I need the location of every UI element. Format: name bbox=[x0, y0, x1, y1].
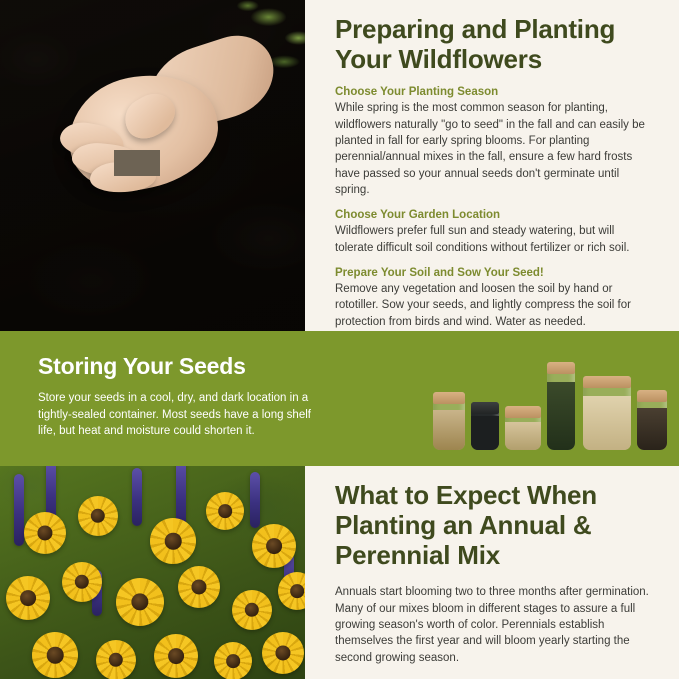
what-to-expect-heading: What to Expect When Planting an Annual & Perennial Mix bbox=[335, 480, 597, 571]
body-garden-location: Wildflowers prefer full sun and steady watering, but will tolerate difficult soil conditions without fertilizer or rich soil. bbox=[335, 225, 630, 254]
flower bbox=[178, 566, 220, 608]
flower bbox=[96, 640, 136, 679]
flower bbox=[116, 578, 164, 626]
section-preparing-text bbox=[305, 0, 679, 331]
jar-contents bbox=[637, 408, 667, 450]
jar-contents bbox=[433, 410, 465, 450]
jar-contents bbox=[505, 422, 541, 450]
body-planting-season: While spring is the most common season for planting, wildflowers naturally "go to seed" in the fall and can easily be planted in fall for early spring blooms. For planting perennial/annual mixes in the fall, ensure a few hard frosts have passed so your annual seeds don't germinate until spring. bbox=[335, 102, 645, 196]
storing-body: Store your seeds in a cool, dry, and dark location in a tightly-sealed container. Most seeds have a long shelf life, but heat and moisture could shorten it. bbox=[38, 392, 311, 438]
purple-spike-flower bbox=[250, 472, 260, 528]
jar bbox=[505, 406, 541, 450]
jar-contents bbox=[583, 396, 631, 450]
flower bbox=[32, 632, 78, 678]
section-what-to-expect bbox=[0, 466, 679, 679]
section-storing-your-seeds bbox=[0, 331, 679, 466]
seed-storage-jars-photo bbox=[345, 331, 679, 466]
flower bbox=[24, 512, 66, 554]
black-eyed-susan-flowers-photo bbox=[0, 466, 305, 679]
body-prepare-soil: Remove any vegetation and loosen the soil by hand or rototiller. Sow your seeds, and lightly compress the soil for protection from birds and wind. Water as needed. bbox=[335, 282, 631, 328]
seeds-in-hand bbox=[114, 150, 160, 176]
flower bbox=[214, 642, 252, 679]
what-to-expect-body: Annuals start blooming two to three months after germination. Many of our mixes bloom in different stages to assure a full growing season's worth of color. Perennials establish themselves the first year and will bloom yearly starting the second growing season. bbox=[335, 586, 649, 664]
cork-lid bbox=[471, 402, 499, 414]
flower bbox=[252, 524, 296, 568]
flower bbox=[6, 576, 50, 620]
flower bbox=[150, 518, 196, 564]
flower bbox=[154, 634, 198, 678]
jar bbox=[637, 390, 667, 450]
flower bbox=[232, 590, 272, 630]
purple-spike-flower bbox=[14, 474, 24, 546]
flower bbox=[62, 562, 102, 602]
jar bbox=[471, 402, 499, 450]
jar-contents bbox=[471, 416, 499, 450]
jar bbox=[547, 362, 575, 450]
subheading-garden-location: Choose Your Garden Location bbox=[335, 209, 501, 222]
subheading-prepare-soil: Prepare Your Soil and Sow Your Seed! bbox=[335, 266, 544, 279]
flower bbox=[206, 492, 244, 530]
purple-spike-flower bbox=[132, 468, 142, 526]
section-what-to-expect-text bbox=[305, 466, 679, 679]
hand-illustration bbox=[50, 40, 280, 215]
jar bbox=[433, 392, 465, 450]
cork-lid bbox=[547, 362, 575, 374]
flower bbox=[278, 572, 305, 610]
storing-heading: Storing Your Seeds bbox=[38, 353, 246, 379]
page-title: Preparing and Planting Your Wildflowers bbox=[335, 14, 616, 75]
flower bbox=[78, 496, 118, 536]
cork-lid bbox=[637, 390, 667, 402]
section-preparing-and-planting bbox=[0, 0, 679, 331]
section-storing-text bbox=[0, 331, 345, 466]
flower bbox=[262, 632, 304, 674]
cork-lid bbox=[433, 392, 465, 404]
cork-lid bbox=[505, 406, 541, 418]
subheading-planting-season: Choose Your Planting Season bbox=[335, 86, 499, 99]
cork-lid bbox=[583, 376, 631, 388]
jar bbox=[583, 376, 631, 450]
jar-contents bbox=[547, 382, 575, 450]
hand-sowing-seeds-photo bbox=[0, 0, 305, 331]
